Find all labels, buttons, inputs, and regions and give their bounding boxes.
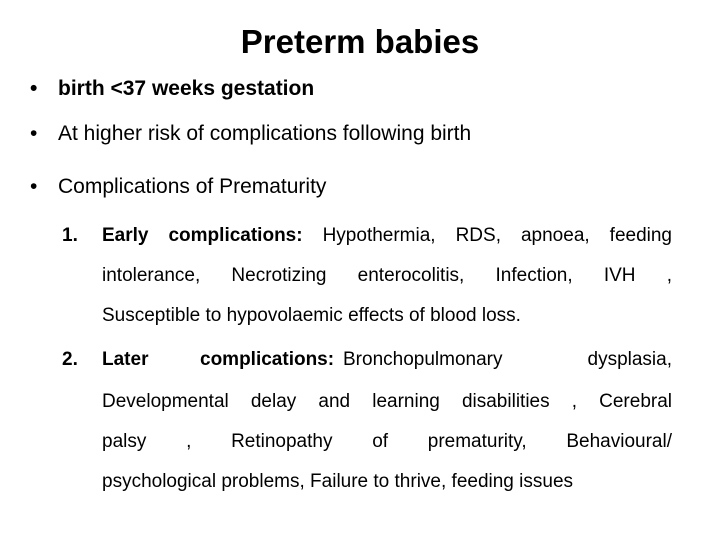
item-line: palsy , Retinopathy of prematurity, Behavioural/	[102, 431, 672, 452]
item-line: Susceptible to hypovolaemic effects of blood loss.	[102, 305, 521, 326]
item-heading: Later	[102, 349, 149, 370]
bullet-text: At higher risk of complications following birth	[58, 122, 472, 145]
item-heading: complications:	[200, 349, 335, 370]
bullet-item-3	[30, 173, 326, 201]
slide-title: Preterm babies	[240, 23, 480, 60]
bullet-item-1	[30, 75, 314, 103]
item-text: Hypothermia, RDS, apnoea, feeding	[302, 225, 673, 246]
item-line	[102, 216, 672, 256]
item-number: 1.	[62, 225, 78, 246]
bullet-icon: •	[30, 175, 38, 198]
item-text: dysplasia,	[587, 349, 672, 370]
item-heading: Early complications:	[102, 225, 303, 246]
bullet-icon: •	[30, 77, 38, 100]
item-line: intolerance, Necrotizing enterocolitis, Infection, IVH ,	[102, 265, 672, 286]
item-number: 2.	[62, 349, 78, 370]
bullet-icon: •	[30, 122, 38, 145]
item-line: Developmental delay and learning disabilities , Cerebral	[102, 391, 672, 412]
item-line	[102, 340, 672, 380]
bullet-text: birth <37 weeks gestation	[58, 77, 315, 100]
item-text: Bronchopulmonary	[343, 349, 503, 370]
bullet-text: Complications of Prematurity	[58, 175, 327, 198]
item-line: psychological problems, Failure to thrive, feeding issues	[102, 471, 574, 492]
bullet-item-2	[30, 120, 471, 148]
